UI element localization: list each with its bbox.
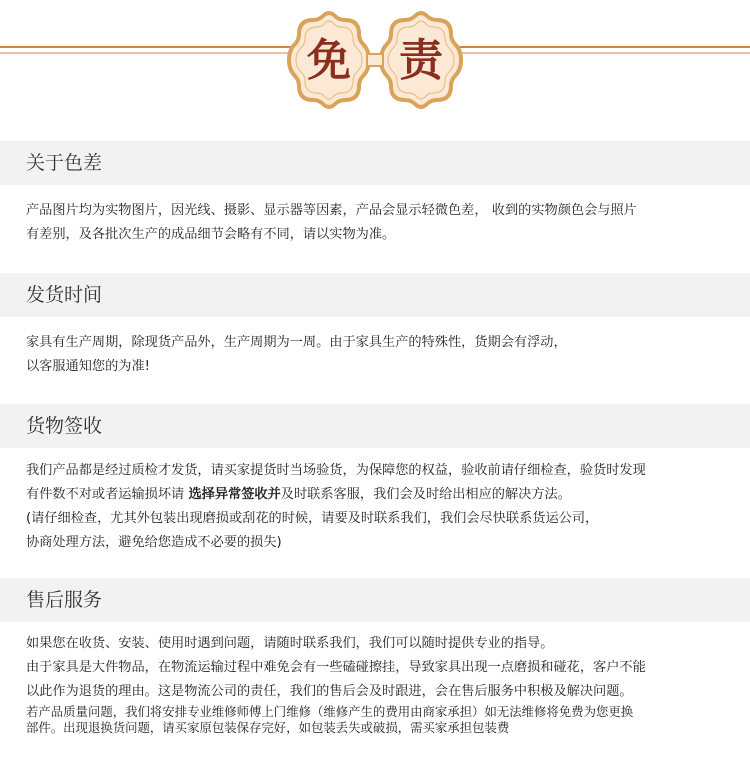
paragraph-line: 我们产品都是经过质检才发货，请买家提货时当场验货，为保障您的权益，验收前请仔细检查，验货时发现 [26,463,646,478]
section-title: 售后服务 [0,578,750,622]
section-goods-receipt [0,404,750,555]
banner-ornament [0,0,750,130]
note-line: 若产品质量问题，我们将安排专业维修师傅上门维修（维修产生的费用由商家承担）如无法维修将免费为您更换 [26,704,634,719]
paragraph-line [26,483,726,507]
section-color-difference [0,141,750,247]
text-run: 及时联系客服，我们会及时给出相应的解决方法。 [280,487,571,502]
banner-title-char-2: 责 [399,35,443,86]
paragraph-line: 以客服通知您的为准! [26,359,150,374]
section-title: 发货时间 [0,273,750,317]
section-body [0,448,750,555]
paragraph-line: 协商处理方法，避免给您造成不必要的损失) [26,535,282,550]
paragraph-line: 产品图片均为实物图片，因光线、摄影、显示器等因素，产品会显示轻微色差， 收到的实物颜色会与照片 [26,203,637,218]
note-line: 部件。出现退换货问题，请买家原包装保存完好，如包装丢失或破损，需买家承担包装费 [26,720,510,735]
emphasis-text: 选择异常签收并 [188,487,281,502]
section-title: 货物签收 [0,404,750,448]
section-body [0,185,750,247]
paragraph-line: 由于家具是大件物品，在物流运输过程中难免会有一些磕碰擦挂，导致家具出现一点磨损和碰花，客户不能 [26,660,646,675]
paragraph-line: 有差别，及各批次生产的成品细节会略有不同，请以实物为准。 [26,227,396,242]
paragraph-line: 如果您在收货、安装、使用时遇到问题，请随时联系我们，我们可以随时提供专业的指导。 [26,636,554,651]
section-after-sales [0,578,750,736]
section-body [0,622,750,736]
banner-title-char-1: 免 [307,35,351,86]
section-body [0,317,750,379]
text-run: 有件数不对或者运输损坏请 [26,487,189,502]
paragraph-line: (请仔细检查，尤其外包装出现磨损或刮花的时候，请要及时联系我们，我们会尽快联系货运公司， [26,511,599,526]
paragraph-line: 家具有生产周期，除现货产品外，生产周期为一周。由于家具生产的特殊性，货期会有浮动， [26,335,567,350]
section-delivery-time [0,273,750,379]
disclaimer-banner [0,0,750,130]
paragraph-line: 以此作为退货的理由。这是物流公司的责任，我们的售后会及时跟进，会在售后服务中积极及解决问题。 [26,684,633,699]
section-title: 关于色差 [0,141,750,185]
